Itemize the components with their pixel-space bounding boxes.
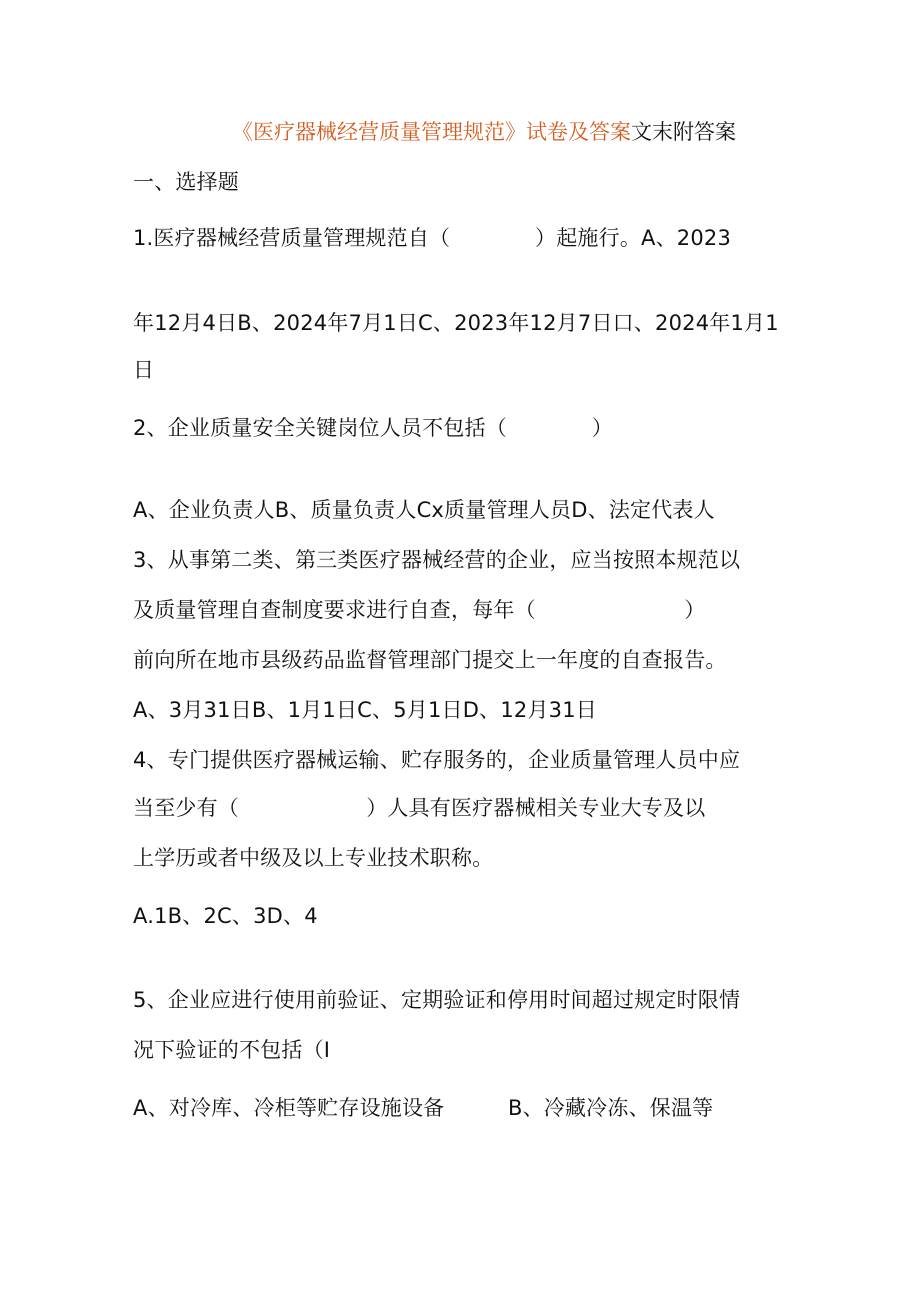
question-4-line-2: 当至少有（ ）人具有医疗器械相关专业大专及以 bbox=[133, 796, 706, 820]
question-3-line-2: 及质量管理自查制度要求进行自查，每年（ ） bbox=[133, 598, 706, 622]
question-3-line-3: 前向所在地市县级药品监督管理部门提交上一年度的自查报告。 bbox=[133, 648, 727, 672]
document-title bbox=[232, 118, 736, 146]
question-5-line-1: 5、企业应进行使用前验证、定期验证和停用时间超过规定时限情 bbox=[133, 988, 741, 1012]
question-4-line-1: 4、专门提供医疗器械运输、贮存服务的，企业质量管理人员中应 bbox=[133, 748, 741, 772]
question-5-line-2: 况下验证的不包括（I bbox=[133, 1038, 331, 1062]
title-highlight: 《医疗器械经营质量管理规范》试卷及答案 bbox=[232, 120, 631, 144]
question-2-line-1: 2、企业质量安全关键岗位人员不包括（ ） bbox=[133, 416, 613, 440]
question-1-line-2: 年12月4日B、2024年7月1日C、2023年12月7日口、2024年1月1 bbox=[133, 311, 779, 335]
question-4-line-3: 上学历或者中级及以上专业技术职称。 bbox=[133, 846, 494, 870]
question-1-line-1: 1.医疗器械经营质量管理规范自（ ）起施行。A、2023 bbox=[133, 226, 732, 250]
question-1-line-3: 日 bbox=[133, 358, 155, 382]
question-2-options: A、企业负责人B、质量负责人Cx质量管理人员D、法定代表人 bbox=[133, 498, 715, 522]
question-5-options: A、对冷库、冷柜等贮存设施设备 B、冷藏冷冻、保温等 bbox=[133, 1096, 714, 1120]
section-heading: 一、选择题 bbox=[133, 170, 239, 194]
question-3-options: A、3月31日B、1月1日C、5月1日D、12月31日 bbox=[133, 698, 597, 722]
question-4-options: A.1B、2C、3D、4 bbox=[133, 904, 318, 928]
title-suffix: 文末附答案 bbox=[631, 120, 736, 144]
question-3-line-1: 3、从事第二类、第三类医疗器械经营的企业，应当按照本规范以 bbox=[133, 548, 741, 572]
